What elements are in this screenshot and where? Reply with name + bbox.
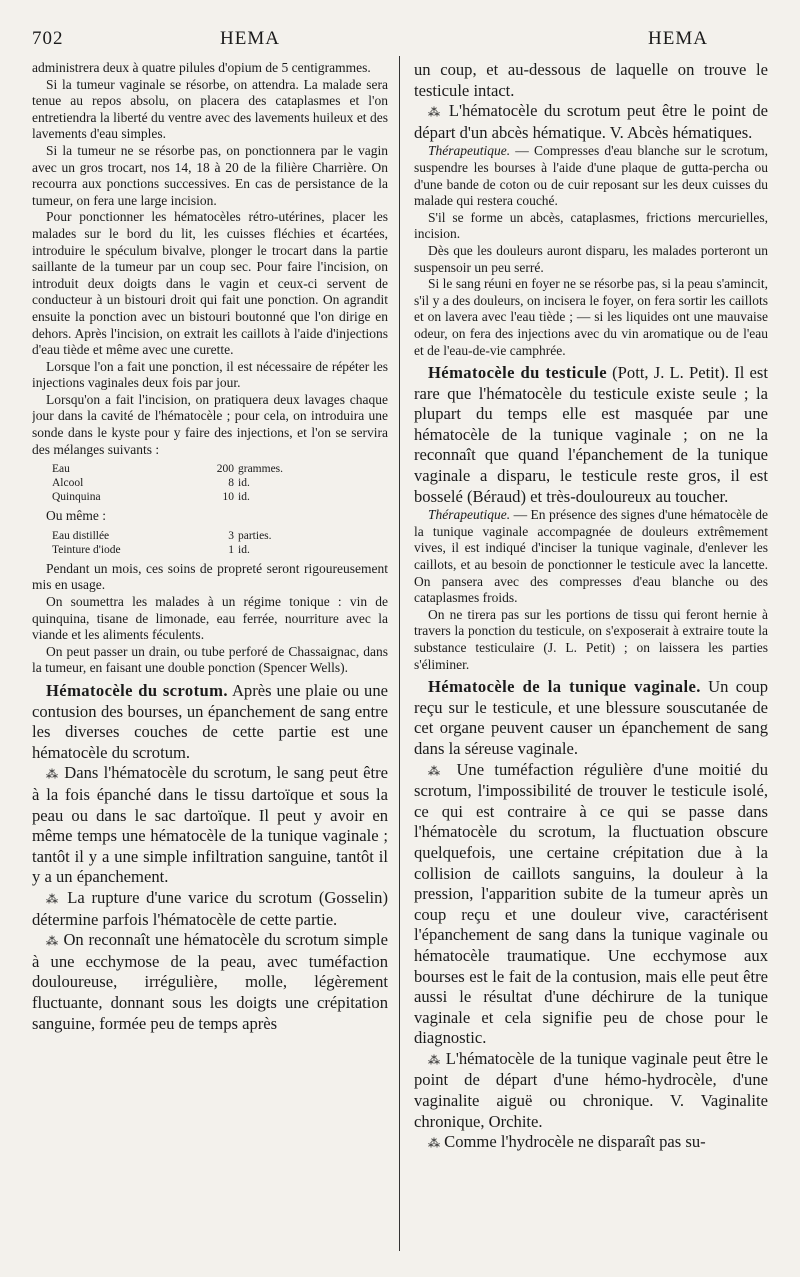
asterism-icon: ⁂ xyxy=(428,105,443,120)
column-divider xyxy=(399,56,400,1251)
recipe-row xyxy=(52,462,283,476)
therapeutique-label: Thérapeutique. xyxy=(428,507,511,523)
recipe-quantity: 1 xyxy=(228,543,234,556)
paragraph: On peut passer un drain, ou tube perforé de Chassaignac, dans la tumeur, en faisant une double ponction (Spencer Wells). xyxy=(32,643,388,676)
paragraph: Si le sang réuni en foyer ne se résorbe pas, si la peau s'amincit, s'il y a des douleurs, on incisera le foyer, on fera sortir les caillots et on lavera avec l'eau tiède ; — si les liquides ont une mauvaise odeur, on fera des injections avec du vin aromatique ou de l'eau et de l'eau-de-vie camphrée. xyxy=(414,276,768,358)
recipe-row xyxy=(52,490,283,504)
asterism-icon: ⁂ xyxy=(46,767,60,782)
therapeutique-label: Thérapeutique. xyxy=(428,143,511,159)
paragraph: Si la tumeur ne se résorbe pas, on ponctionnera par le vagin avec un gros trocart, nos 14, 18 à 20 de la filière Charrière. On recourra aux ponctions successives. En cas de persistance de la tumeur, on fera une large incision. xyxy=(32,142,388,208)
paragraph: Thérapeutique. — En présence des signes d'une hématocèle de la tunique vaginale accompagnée de douleurs extrêmement vives, il est indiqué d'inciser la tunique vaginale, d'enlever les caillots, et au besoin de ponctionner le testicule avec la lancette. On pansera avec des compresses d'eau blanche ou des cataplasmes froids. xyxy=(414,507,768,606)
paragraph: Dès que les douleurs auront disparu, les malades porteront un suspensoir un peu serré. xyxy=(414,242,768,275)
paragraph: Si la tumeur vaginale se résorbe, on attendra. La malade sera tenue au repos absolu, on placera des cataplasmes et l'on entretiendra la liberté du ventre avec des lavements huileux et des lavements d'eau simples. xyxy=(32,76,388,142)
entry-hematocele-tunique-vaginale xyxy=(414,677,768,759)
paragraph: ⁂ Une tuméfaction régulière d'une moitié du scrotum, l'impossibilité de trouver le testicule isolé, ce qui est contraire à ce qui se passe dans l'hématocèle du scrotum, la fluctuation obscure quelquefois, une certaine crépitation due à la collision de caillots sanguins, la douleur à la pression, l'apparition subite de la tumeur après un coup reçu et une douleur vive, caractérisent l'épanchement de sang dans la tunique vaginale ou hématocèle traumatique. Une ecchymose aux bourses est le fait de la contusion, mais elle peut être aussi le résultat d'une déchirure de la tunique vaginale et cela signifie peu de chose pour le diagnostic. xyxy=(414,759,768,1048)
asterism-icon: ⁂ xyxy=(428,763,447,778)
recipe-row xyxy=(52,476,283,490)
paragraph: ⁂ La rupture d'une varice du scrotum (Gosselin) détermine parfois l'hématocèle de cette partie. xyxy=(32,887,388,929)
recipe-row xyxy=(52,543,272,557)
recipe-ingredient: Alcool xyxy=(52,477,84,490)
recipe-quantity: 8 xyxy=(228,477,234,490)
running-header xyxy=(32,28,768,54)
recipe-unit: id. xyxy=(238,491,250,504)
paragraph: administrera deux à quatre pilules d'opium de 5 centigrammes. xyxy=(32,60,371,75)
entry-text: (Pott, J. L. Petit). Il est rare que l'hématocèle du testicule existe seule ; la plupart du temps elle est masquée par une hématocèle de la tunique vaginale ; on ne la reconnaît que quand l'épanchement de la tunique vaginale a disparu, le testicule reste gros, il est bosselé (Béraud) et très-douloureux au toucher. xyxy=(414,363,768,506)
paragraph: un coup, et au-dessous de laquelle on trouve le testicule intact. xyxy=(414,60,768,100)
recipe-quantity: 10 xyxy=(222,491,234,504)
recipe-ingredient: Quinquina xyxy=(52,491,101,504)
paragraph: Pendant un mois, ces soins de propreté seront rigoureusement mis en usage. xyxy=(32,560,388,593)
paragraph: On soumettra les malades à un régime tonique : vin de quinquina, tisane de limonade, eau ferrée, nourriture avec la viande et les aliments féculents. xyxy=(32,594,388,643)
paragraph: ⁂ On reconnaît une hématocèle du scrotum simple à une ecchymose de la peau, avec tuméfaction douloureuse, irrégulière, molle, légèrement fluctuante, donnant sous les doigts une crépitation sanguine, formée peu de temps après xyxy=(32,930,388,1033)
entry-hematocele-scrotum xyxy=(32,681,388,763)
page-number: 702 xyxy=(32,28,64,49)
entry-text: Après une plaie ou une contusion des bourses, un épanchement de sang entre les diverses couches de cette partie est une hématocèle du scrotum. xyxy=(32,681,388,762)
asterism-icon: ⁂ xyxy=(428,1136,440,1151)
paragraph: Ou même : xyxy=(46,508,106,524)
recipe-unit: id. xyxy=(238,477,250,490)
recipe-unit: id. xyxy=(238,543,250,556)
paragraph: On ne tirera pas sur les portions de tissu qui feront hernie à travers la ponction du testicule, on s'exposerait à extraire toute la substance testiculaire (J. L. Petit) ; on laissera les parties s'éliminer. xyxy=(414,606,768,672)
left-running-head: HEMA xyxy=(220,28,280,49)
left-column xyxy=(32,60,388,1034)
paragraph: S'il se forme un abcès, cataplasmes, frictions mercurielles, incision. xyxy=(414,209,768,242)
paragraph: ⁂ Comme l'hydrocèle ne disparaît pas su- xyxy=(428,1132,706,1152)
right-column xyxy=(414,60,768,1154)
recipe-row xyxy=(52,529,272,543)
entry-heading: Hématocèle du testicule xyxy=(428,363,607,383)
recipe-quantity: 200 xyxy=(216,463,234,476)
recipe-ingredient: Teinture d'iode xyxy=(52,543,121,556)
recipe-quantity: 3 xyxy=(228,529,234,542)
paragraph: ⁂ L'hématocèle du scrotum peut être le point de départ d'un abcès hématique. V. Abcès hématiques. xyxy=(414,101,768,142)
asterism-icon: ⁂ xyxy=(46,891,61,906)
recipe-table-2 xyxy=(52,529,272,557)
recipe-unit: grammes. xyxy=(238,463,284,476)
entry-heading: Hématocèle de la tunique vaginale. xyxy=(428,677,701,697)
asterism-icon: ⁂ xyxy=(428,1052,441,1067)
entry-heading: Hématocèle du scrotum. xyxy=(46,681,228,700)
paragraph: ⁂ Dans l'hématocèle du scrotum, le sang peut être à la fois épanché dans le tissu dartoïque et sous la peau ou dans le sac dartoïque. Il peut y avoir en même temps une hématocèle de la tunique vaginale ; tantôt il y a une simple infiltration sanguine, tantôt il y a un épanchement. xyxy=(32,763,388,887)
entry-hematocele-testicule xyxy=(414,363,768,507)
recipe-ingredient: Eau xyxy=(52,463,70,476)
recipe-ingredient: Eau distillée xyxy=(52,529,110,542)
paragraph: Pour ponctionner les hématocèles rétro-utérines, placer les malades sur le bord du lit, les cuisses fléchies et écartées, introduire le spéculum bivalve, plonger le trocart dans la partie saillante de la tumeur par un coup sec. Pour faire l'incision, on introduit deux doigts dans le vagin et ceux-ci servent de conducteur à un bistouri droit qui fait une ponction. On agrandit ensuite la ponction avec un bistouri boutonné que l'on dirige en dehors. Après l'incision, on extrait les caillots à l'aide d'injections d'eau tiède et même avec une curette. xyxy=(32,209,388,358)
recipe-table-1 xyxy=(52,462,283,504)
paragraph: Lorsque l'on a fait une ponction, il est nécessaire de répéter les injections vaginales deux fois par jour. xyxy=(32,358,388,391)
paragraph: Lorsqu'on a fait l'incision, on pratiquera deux lavages chaque jour dans la cavité de l'hématocèle ; pour cela, on introduira une sonde dans le kyste pour y faire des injections, et l'on se servira des mélanges suivants : xyxy=(32,391,388,457)
recipe-unit: parties. xyxy=(238,529,272,542)
paragraph: ⁂ L'hématocèle de la tunique vaginale peut être le point de départ d'une hémo-hydrocèle, d'une vaginalite aiguë ou chronique. V. Vaginalite chronique, Orchite. xyxy=(414,1048,768,1131)
paragraph: Thérapeutique. — Compresses d'eau blanche sur le scrotum, suspendre les bourses à l'aide d'une plaque de gutta-percha ou d'une bande de coton ou de cuir reposant sur les deux cuisses du malade qui restera couché. xyxy=(414,143,768,209)
asterism-icon: ⁂ xyxy=(46,934,59,949)
right-running-head: HEMA xyxy=(648,28,708,49)
entry-text: Un coup reçu sur le testicule, et une blessure souscutanée de cet organe peuvent causer un épanchement de sang dans la séreuse vaginale. xyxy=(414,677,768,758)
